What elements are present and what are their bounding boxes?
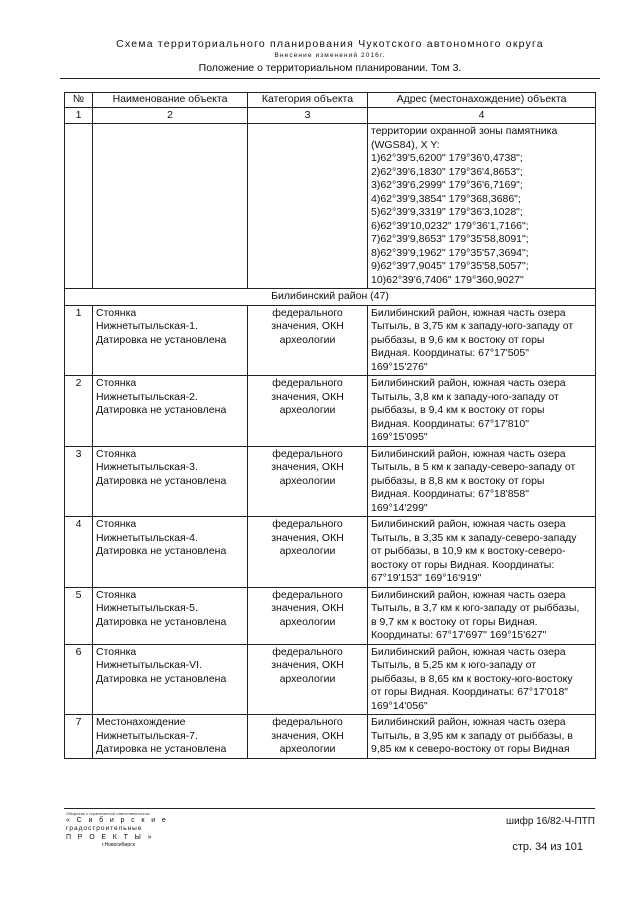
row-number: 1 bbox=[65, 305, 93, 376]
table-row bbox=[65, 517, 596, 588]
object-address-line: Билибинский район, южная часть озера bbox=[371, 377, 566, 389]
object-address-line: рыббазы, в 9,6 км к востоку от горы bbox=[371, 333, 545, 346]
row-number: 4 bbox=[65, 517, 93, 588]
object-category-line: археологии bbox=[279, 474, 336, 487]
company-logo bbox=[66, 811, 176, 849]
object-address bbox=[368, 715, 596, 759]
object-name-line: Стоянка bbox=[96, 588, 137, 601]
object-address-line: Тытыль, в 3,75 км к западу-юго-западу от bbox=[371, 320, 574, 332]
object-category-line: федерального bbox=[272, 306, 343, 319]
object-address-line: от горы Видная. Координаты: 67°17'018" bbox=[371, 686, 569, 698]
address-line: 2)62°39'6,1830" 179°36'4,8653"; bbox=[371, 165, 523, 178]
table-row bbox=[65, 446, 596, 517]
object-category-line: археологии bbox=[279, 404, 336, 416]
object-category bbox=[248, 587, 368, 644]
object-category-line: археологии bbox=[279, 615, 336, 628]
object-name bbox=[93, 305, 248, 376]
object-name-line: Датировка не установлена bbox=[96, 672, 227, 685]
object-category-line: значения, ОКН bbox=[271, 602, 344, 614]
col-number: 2 bbox=[93, 107, 248, 124]
row-number: 6 bbox=[65, 644, 93, 715]
object-category bbox=[248, 376, 368, 447]
section-row bbox=[65, 289, 596, 306]
object-category-line: значения, ОКН bbox=[271, 390, 344, 403]
object-name-line: Стоянка bbox=[96, 518, 137, 530]
object-name-line: Датировка не установлена bbox=[96, 545, 227, 557]
object-address-line: 169°14'299" bbox=[371, 501, 428, 514]
object-category-line: значения, ОКН bbox=[271, 659, 344, 671]
object-name-line: Стоянка bbox=[96, 645, 137, 658]
object-name-line: Нижнетытыльская-5. bbox=[96, 602, 198, 614]
document-subtitle: Внесение изменений 2016г. bbox=[274, 52, 386, 59]
object-name bbox=[93, 715, 248, 759]
object-address-line: Билибинский район, южная часть озера bbox=[371, 306, 566, 319]
object-name bbox=[93, 446, 248, 517]
object-address-line: востоку от горы Видная. Координаты: bbox=[371, 558, 555, 571]
object-name-line: Датировка не установлена bbox=[96, 615, 227, 628]
row-number: 2 bbox=[65, 376, 93, 447]
object-category-line: федерального bbox=[272, 518, 343, 530]
col-number: 4 bbox=[368, 107, 596, 124]
object-address-line: Видная. Координаты: 67°17'810" bbox=[371, 417, 529, 430]
object-address bbox=[368, 376, 596, 447]
object-address-line: Билибинский район, южная часть озера bbox=[371, 518, 566, 530]
object-address bbox=[368, 446, 596, 517]
object-category bbox=[248, 446, 368, 517]
object-name bbox=[93, 517, 248, 588]
address-line: 6)62°39'10,0232" 179°36'1,7166"; bbox=[371, 219, 529, 232]
object-name-line: Датировка не установлена bbox=[96, 743, 227, 755]
table-row bbox=[65, 376, 596, 447]
object-address-line: Тытыль, в 3,7 км к юго-западу от рыббазы, bbox=[371, 602, 580, 614]
object-category-line: значения, ОКН bbox=[271, 461, 344, 473]
table-row bbox=[65, 644, 596, 715]
address-line: 5)62°39'9,3319" 179°36'3,1028"; bbox=[371, 206, 523, 218]
object-category-line: значения, ОКН bbox=[271, 729, 344, 742]
document-code: шифр 16/82-Ч-ПТП bbox=[505, 816, 595, 827]
object-category-line: археологии bbox=[279, 672, 336, 685]
object-address bbox=[368, 587, 596, 644]
col-header-address: Адрес (местонахождение) объекта bbox=[368, 93, 596, 108]
row-number: 3 bbox=[65, 446, 93, 517]
object-name-line: Нижнетытыльская-4. bbox=[96, 531, 198, 544]
object-category-line: археологии bbox=[279, 743, 336, 755]
object-address-line: 169°14'056" bbox=[371, 699, 428, 712]
object-address-line: Координаты: 67°17'697" 169°15'627" bbox=[371, 629, 547, 641]
object-category-line: федерального bbox=[272, 645, 343, 658]
col-number: 1 bbox=[65, 107, 93, 124]
address-line: территории охранной зоны памятника bbox=[371, 125, 558, 137]
section-title: Билибинский район (47) bbox=[65, 289, 596, 306]
object-name-line: Датировка не установлена bbox=[96, 404, 227, 416]
address-line: 3)62°39'6,2999" 179°36'6,7169"; bbox=[371, 179, 523, 191]
address-line: 9)62°39'7,9045" 179°35'58,5057"; bbox=[371, 260, 529, 272]
object-address bbox=[368, 644, 596, 715]
object-address-line: 67°19'153" 169°16'919" bbox=[371, 572, 482, 584]
address-line: (WGS84), X Y: bbox=[371, 138, 440, 151]
column-numbers-row bbox=[65, 107, 596, 124]
object-address-line: Тытыль, в 5,25 км к юго-западу от bbox=[371, 659, 537, 671]
objects-table bbox=[64, 92, 596, 759]
object-category-line: значения, ОКН bbox=[271, 531, 344, 544]
col-header-name: Наименование объекта bbox=[93, 93, 248, 108]
address-line: 8)62°39'9,1962" 179°35'57,3694"; bbox=[371, 246, 529, 259]
object-category-line: федерального bbox=[272, 447, 343, 460]
object-name-line: Нижнетытыльская-1. bbox=[96, 320, 198, 332]
object-category bbox=[248, 715, 368, 759]
object-category-line: федерального bbox=[272, 377, 343, 389]
object-address-line: Билибинский район, южная часть озера bbox=[371, 716, 566, 728]
col-number: 3 bbox=[248, 107, 368, 124]
object-category bbox=[248, 644, 368, 715]
object-address-line: 169°15'276" bbox=[371, 360, 428, 373]
object-category bbox=[248, 305, 368, 376]
object-name bbox=[93, 376, 248, 447]
object-category-line: значения, ОКН bbox=[271, 320, 344, 332]
object-address-line: от рыббазы, в 10,9 км к востоку-северо- bbox=[371, 545, 566, 557]
col-header-number: № bbox=[65, 93, 93, 108]
object-address-line: в 9,7 км к востоку от горы Видная. bbox=[371, 615, 538, 628]
table-row bbox=[65, 305, 596, 376]
object-address-line: Видная. Координаты: 67°17'505" bbox=[371, 347, 529, 359]
object-category-line: федерального bbox=[272, 588, 343, 601]
object-address-line: рыббазы, в 9,4 км к востоку от горы bbox=[371, 404, 545, 416]
table-row bbox=[65, 715, 596, 759]
object-address-line: рыббазы, в 8,8 км к востоку от горы bbox=[371, 474, 545, 487]
object-name-line: Нижнетытыльская-VI. bbox=[96, 659, 203, 671]
document-title: Схема территориального планирования Чукотского автономного округа bbox=[116, 38, 544, 50]
object-category-line: федерального bbox=[272, 716, 343, 728]
object-category bbox=[248, 517, 368, 588]
continuation-row bbox=[65, 124, 596, 289]
table-header-row bbox=[65, 93, 596, 108]
object-address bbox=[368, 305, 596, 376]
object-name-line: Нижнетытыльская-7. bbox=[96, 729, 198, 742]
continuation-address bbox=[368, 124, 596, 289]
object-address-line: Тытыль, в 5 км к западу-северо-западу от bbox=[371, 461, 576, 473]
address-line: 7)62°39'9,8653" 179°35'58,8091"; bbox=[371, 233, 529, 245]
row-number: 7 bbox=[65, 715, 93, 759]
object-name-line: Местонахождение bbox=[96, 716, 186, 728]
object-address-line: 169°15'095" bbox=[371, 431, 428, 443]
object-address-line: Тытыль, в 3,35 км к западу-северо-западу bbox=[371, 531, 577, 544]
object-name-line: Датировка не установлена bbox=[96, 474, 227, 487]
object-name bbox=[93, 644, 248, 715]
object-category-line: археологии bbox=[279, 545, 336, 557]
object-name bbox=[93, 587, 248, 644]
address-line: 1)62°39'5,6200" 179°36'0,4738"; bbox=[371, 152, 523, 164]
object-address-line: Видная. Координаты: 67°18'858" bbox=[371, 488, 529, 500]
volume-title: Положение о территориальном планировании. Том 3. bbox=[60, 61, 600, 79]
object-name-line: Нижнетытыльская-3. bbox=[96, 461, 198, 473]
page-header bbox=[60, 38, 600, 79]
object-address-line: Билибинский район, южная часть озера bbox=[371, 645, 566, 658]
object-address-line: Тытыль, 3,8 км к западу-юго-западу от bbox=[371, 390, 559, 403]
object-name-line: Нижнетытыльская-2. bbox=[96, 390, 198, 403]
object-name-line: Стоянка bbox=[96, 306, 137, 319]
page-footer bbox=[64, 808, 595, 853]
object-name-line: Датировка не установлена bbox=[96, 333, 227, 346]
object-address-line: 9,85 км к северо-востоку от горы Видная bbox=[371, 743, 570, 755]
row-number: 5 bbox=[65, 587, 93, 644]
object-address-line: рыббазы, в 8,65 км к востоку-юго-востоку bbox=[371, 672, 573, 685]
logo-line-1: « С и б и р с к и е bbox=[66, 817, 169, 824]
address-line: 4)62°39'9,3854" 179°368,3686"; bbox=[371, 192, 521, 205]
address-line: 10)62°39'6,7406" 179°360,9027" bbox=[371, 273, 524, 286]
logo-city: г.Новосибирск bbox=[102, 842, 135, 848]
table-row bbox=[65, 587, 596, 644]
col-header-category: Категория объекта bbox=[248, 93, 368, 108]
object-name-line: Стоянка bbox=[96, 377, 137, 389]
object-address-line: Билибинский район, южная часть озера bbox=[371, 588, 566, 601]
logo-line-2: градостроительные bbox=[66, 825, 143, 832]
object-category-line: археологии bbox=[279, 333, 336, 346]
logo-line-3: П Р О Е К Т Ы » bbox=[66, 834, 154, 841]
object-address-line: Тытыль, в 3,95 км к западу от рыббазы, в bbox=[371, 729, 573, 742]
object-address-line: Билибинский район, южная часть озера bbox=[371, 447, 566, 460]
object-name-line: Стоянка bbox=[96, 447, 137, 460]
page-number: стр. 34 из 101 bbox=[512, 841, 583, 853]
object-address bbox=[368, 517, 596, 588]
logo-caption: Общество с ограниченной ответственностью bbox=[66, 811, 150, 816]
